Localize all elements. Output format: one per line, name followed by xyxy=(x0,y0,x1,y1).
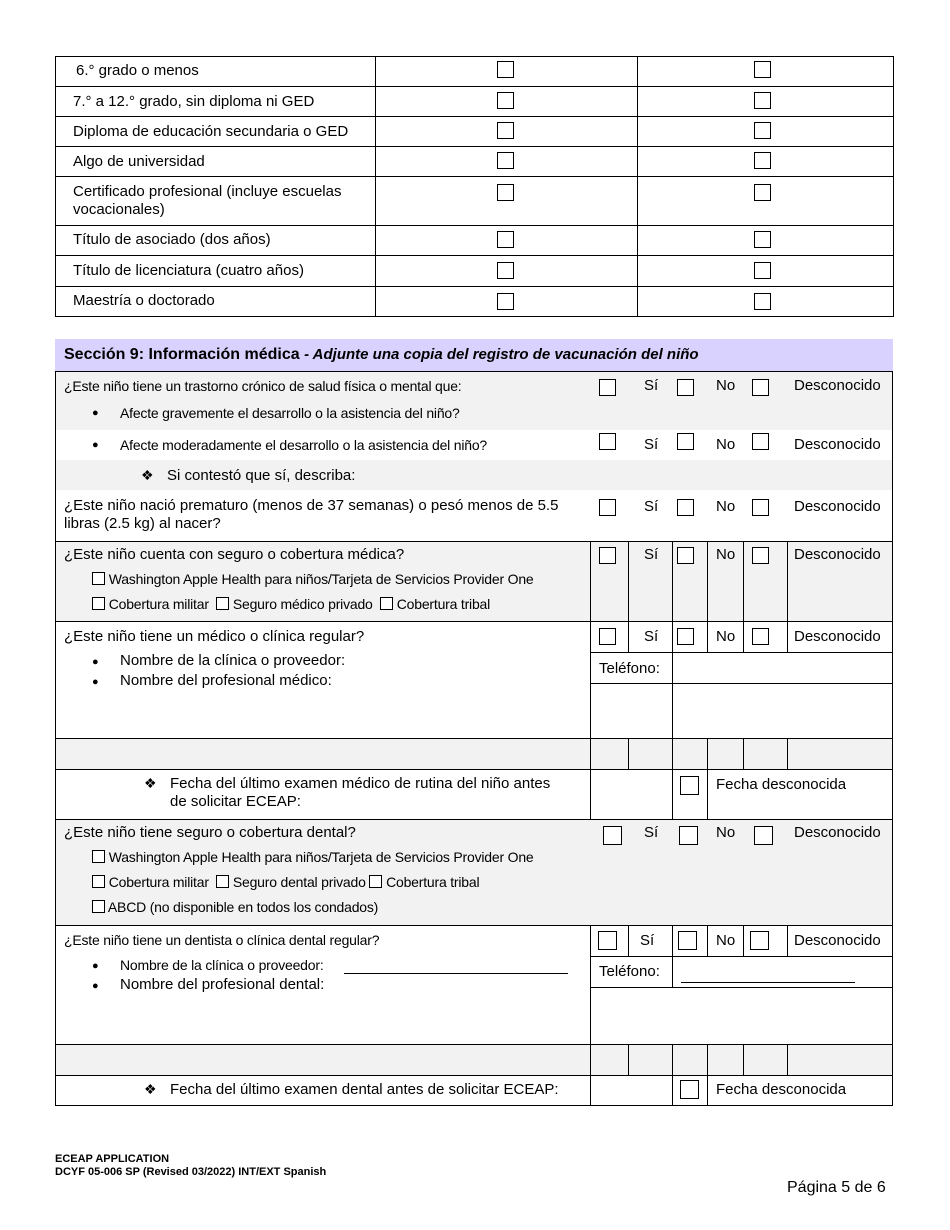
edu-checkbox[interactable] xyxy=(497,231,514,248)
tribal-checkbox[interactable] xyxy=(380,597,393,610)
bullet: ● xyxy=(92,676,99,688)
chronic-bullet-severe: Afecte gravemente el desarrollo o la asistencia del niño? xyxy=(120,405,460,421)
edu-checkbox[interactable] xyxy=(497,184,514,201)
chronic-question: ¿Este niño tiene un trastorno crónico de salud física o mental que: xyxy=(64,378,462,394)
doctor-name-field[interactable] xyxy=(591,684,892,737)
edu-checkbox[interactable] xyxy=(497,122,514,139)
unknown-label: Desconocido xyxy=(794,498,881,515)
no-checkbox[interactable] xyxy=(678,931,697,950)
yes-label: Sí xyxy=(644,824,659,841)
yes-checkbox[interactable] xyxy=(599,499,616,516)
bullet: ● xyxy=(92,407,99,419)
edu-row-label: Algo de universidad xyxy=(73,153,205,170)
edu-checkbox[interactable] xyxy=(497,61,514,78)
page-number: Página 5 de 6 xyxy=(787,1179,886,1196)
private-insurance-label: Seguro médico privado xyxy=(232,596,373,612)
private-insurance-checkbox[interactable] xyxy=(216,597,229,610)
unknown-checkbox[interactable] xyxy=(752,433,769,450)
yes-label: Sí xyxy=(644,377,659,394)
chronic-describe-label: Si contestó que sí, describa: xyxy=(167,467,356,484)
yes-checkbox[interactable] xyxy=(599,628,616,645)
unknown-checkbox[interactable] xyxy=(750,931,769,950)
no-label: No xyxy=(716,377,736,394)
dental-insurance-question: ¿Este niño tiene seguro o cobertura dental? xyxy=(64,824,356,841)
edu-row-label: Título de licenciatura (cuatro años) xyxy=(73,262,304,279)
military-checkbox[interactable] xyxy=(92,875,105,888)
edu-row-label: Certificado profesional (incluye escuelas vocacionales) xyxy=(73,183,342,218)
premature-question-line2: libras (2.5 kg) al nacer? xyxy=(64,515,221,532)
doctor-exam-line1: Fecha del último examen médico de rutina del niño antes xyxy=(170,775,551,792)
no-checkbox[interactable] xyxy=(677,433,694,450)
dentist-question: ¿Este niño tiene un dentista o clínica dental regular? xyxy=(64,932,380,948)
abcd-checkbox[interactable] xyxy=(92,900,105,913)
yes-label: Sí xyxy=(644,628,659,645)
no-label: No xyxy=(716,628,736,645)
doctor-phone-label: Teléfono: xyxy=(599,660,660,677)
yes-label: Sí xyxy=(644,498,659,515)
military-checkbox[interactable] xyxy=(92,597,105,610)
apple-health-label: Washington Apple Health para niños/Tarjeta de Servicios Provider One xyxy=(108,849,534,865)
tribal-label: Cobertura tribal xyxy=(386,874,480,890)
section-title: Sección 9: Información médica xyxy=(64,346,300,363)
abcd-label: ABCD (no disponible en todos los condados) xyxy=(107,899,379,915)
yes-label: Sí xyxy=(640,932,655,949)
bullet: ● xyxy=(92,439,99,451)
edu-row-label: 6.° grado o menos xyxy=(76,62,199,79)
military-label: Cobertura militar xyxy=(108,596,209,612)
chronic-bullet-moderate: Afecte moderadamente el desarrollo o la asistencia del niño? xyxy=(120,437,488,453)
unknown-label: Desconocido xyxy=(794,436,881,453)
date-unknown-label: Fecha desconocida xyxy=(716,776,847,793)
no-label: No xyxy=(716,436,736,453)
no-label: No xyxy=(716,824,736,841)
edu-checkbox[interactable] xyxy=(754,231,771,248)
unknown-checkbox[interactable] xyxy=(752,499,769,516)
premature-question-line1: ¿Este niño nació prematuro (menos de 37 semanas) o pesó menos de 5.5 xyxy=(64,497,559,514)
edu-row-label: Maestría o doctorado xyxy=(73,292,215,309)
dentist-clinic-label: Nombre de la clínica o proveedor: xyxy=(120,957,324,973)
apple-health-label: Washington Apple Health para niños/Tarjeta de Servicios Provider One xyxy=(108,571,534,587)
unknown-checkbox[interactable] xyxy=(754,826,773,845)
dentist-professional-label: Nombre del profesional dental: xyxy=(120,976,325,993)
edu-checkbox[interactable] xyxy=(497,262,514,279)
unknown-label: Desconocido xyxy=(794,546,881,563)
edu-checkbox[interactable] xyxy=(754,92,771,109)
no-label: No xyxy=(716,546,736,563)
private-dental-checkbox[interactable] xyxy=(216,875,229,888)
bullet: ● xyxy=(92,980,99,992)
doctor-exam-date-field[interactable] xyxy=(591,770,671,818)
no-checkbox[interactable] xyxy=(677,499,694,516)
edu-checkbox[interactable] xyxy=(754,262,771,279)
apple-health-checkbox[interactable] xyxy=(92,850,105,863)
tribal-checkbox[interactable] xyxy=(369,875,382,888)
edu-checkbox[interactable] xyxy=(754,122,771,139)
doctor-question: ¿Este niño tiene un médico o clínica regular? xyxy=(64,628,365,645)
edu-checkbox[interactable] xyxy=(754,61,771,78)
doctor-exam-line2: de solicitar ECEAP: xyxy=(170,793,301,810)
yes-label: Sí xyxy=(644,546,659,563)
no-checkbox[interactable] xyxy=(677,379,694,396)
edu-checkbox[interactable] xyxy=(497,152,514,169)
insurance-question: ¿Este niño cuenta con seguro o cobertura médica? xyxy=(64,546,405,563)
edu-row-label: Diploma de educación secundaria o GED xyxy=(73,123,349,140)
unknown-label: Desconocido xyxy=(794,628,881,645)
military-label: Cobertura militar xyxy=(108,874,209,890)
doctor-phone-field[interactable] xyxy=(673,653,892,682)
dentist-exam-date-field[interactable] xyxy=(591,1076,671,1105)
section-subtitle: - Adjunte una copia del registro de vacunación del niño xyxy=(304,346,699,363)
edu-checkbox[interactable] xyxy=(497,92,514,109)
yes-checkbox[interactable] xyxy=(599,379,616,396)
footer-form-title: ECEAP APPLICATION xyxy=(55,1153,170,1165)
dentist-phone-label: Teléfono: xyxy=(599,963,660,980)
no-checkbox[interactable] xyxy=(677,628,694,645)
edu-checkbox[interactable] xyxy=(754,152,771,169)
bullet: ● xyxy=(92,656,99,668)
unknown-checkbox[interactable] xyxy=(752,547,769,564)
yes-checkbox[interactable] xyxy=(598,931,617,950)
unknown-checkbox[interactable] xyxy=(752,628,769,645)
private-dental-label: Seguro dental privado xyxy=(232,874,366,890)
yes-label: Sí xyxy=(644,436,659,453)
unknown-checkbox[interactable] xyxy=(752,379,769,396)
dentist-exam-label: Fecha del último examen dental antes de solicitar ECEAP: xyxy=(170,1081,559,1098)
diamond-bullet-icon: ❖ xyxy=(144,775,157,791)
no-checkbox[interactable] xyxy=(679,826,698,845)
footer-form-code: DCYF 05-006 SP (Revised 03/2022) INT/EXT Spanish xyxy=(55,1166,327,1178)
edu-row-label: 7.° a 12.° grado, sin diploma ni GED xyxy=(73,93,315,110)
edu-row-label: Título de asociado (dos años) xyxy=(73,231,271,248)
apple-health-checkbox[interactable] xyxy=(92,572,105,585)
dentist-phone-underline[interactable] xyxy=(681,982,855,983)
edu-checkbox[interactable] xyxy=(754,293,771,310)
date-unknown-checkbox[interactable] xyxy=(680,1080,699,1099)
edu-checkbox[interactable] xyxy=(497,293,514,310)
doctor-clinic-label: Nombre de la clínica o proveedor: xyxy=(120,652,346,669)
bullet: ● xyxy=(92,960,99,972)
unknown-label: Desconocido xyxy=(794,824,881,841)
yes-checkbox[interactable] xyxy=(603,826,622,845)
date-unknown-label: Fecha desconocida xyxy=(716,1081,847,1098)
no-label: No xyxy=(716,498,736,515)
doctor-professional-label: Nombre del profesional médico: xyxy=(120,672,332,689)
no-label: No xyxy=(716,932,736,949)
dentist-name-field[interactable] xyxy=(591,988,892,1043)
unknown-label: Desconocido xyxy=(794,932,881,949)
dentist-clinic-underline[interactable] xyxy=(344,973,568,974)
diamond-bullet-icon: ❖ xyxy=(141,467,154,483)
unknown-label: Desconocido xyxy=(794,377,881,394)
tribal-label: Cobertura tribal xyxy=(396,596,491,612)
edu-checkbox[interactable] xyxy=(754,184,771,201)
yes-checkbox[interactable] xyxy=(599,433,616,450)
yes-checkbox[interactable] xyxy=(599,547,616,564)
date-unknown-checkbox[interactable] xyxy=(680,776,699,795)
diamond-bullet-icon: ❖ xyxy=(144,1081,157,1097)
no-checkbox[interactable] xyxy=(677,547,694,564)
